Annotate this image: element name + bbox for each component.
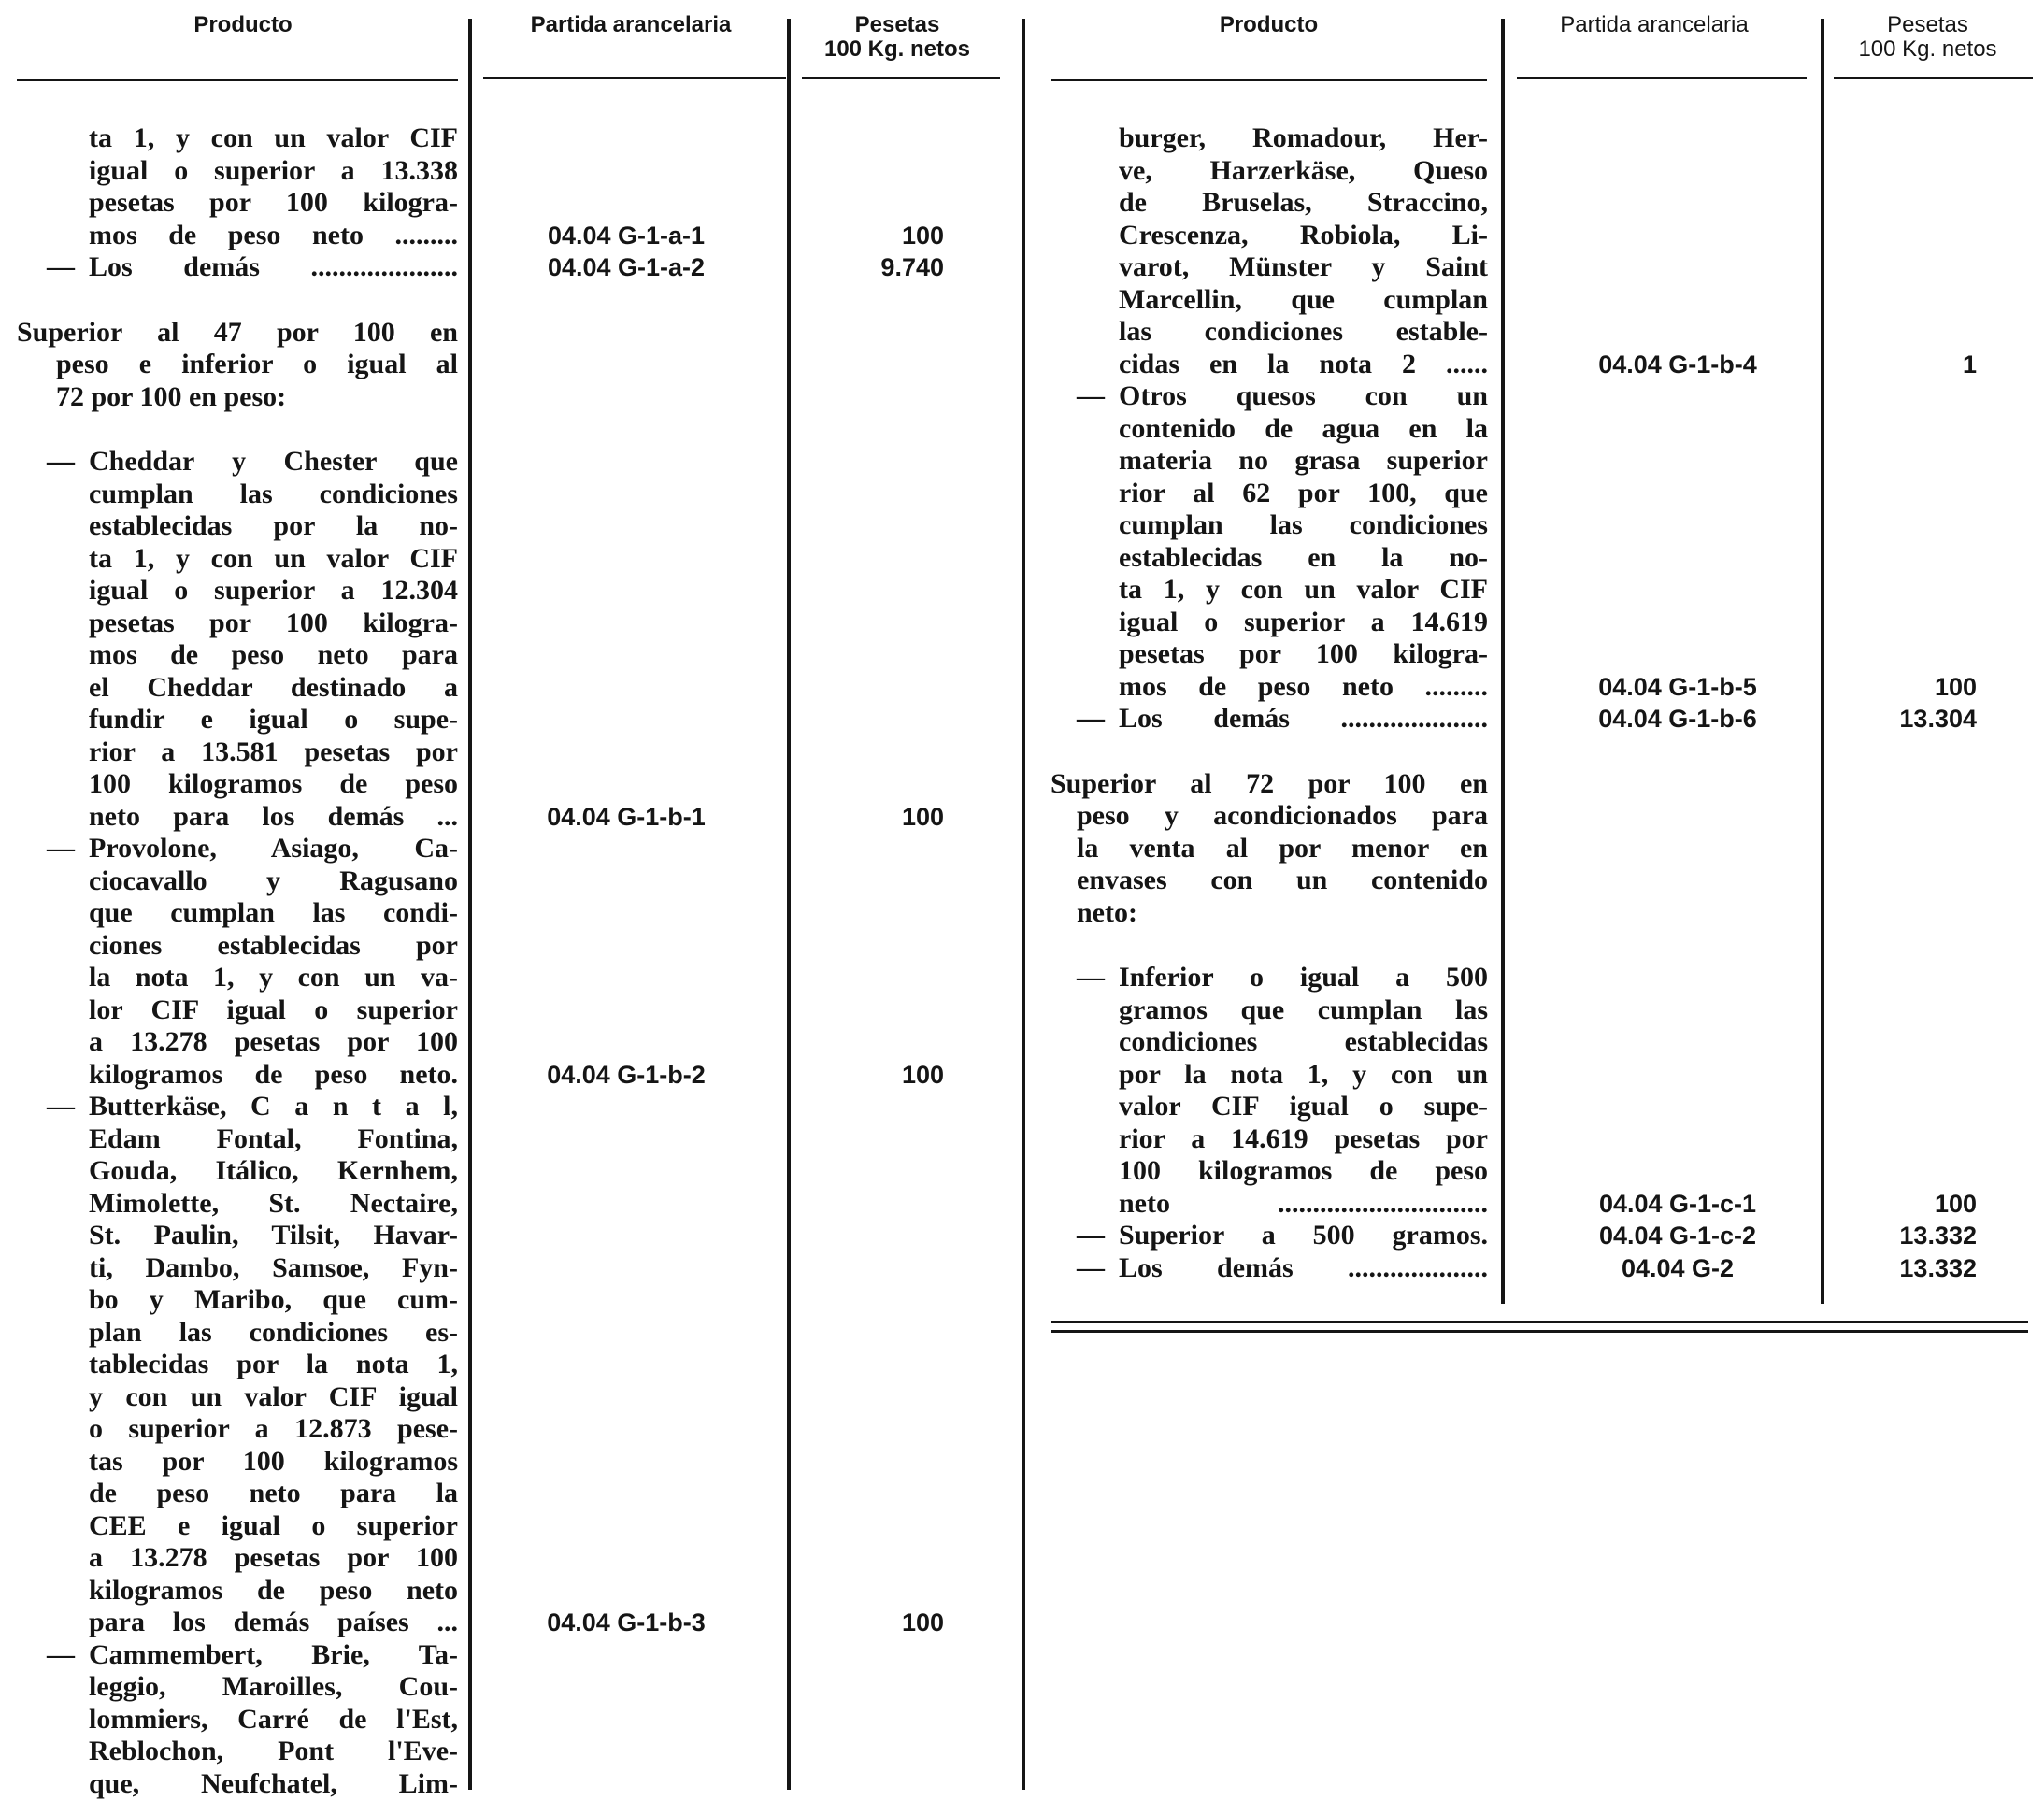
left-text-line: pesetas por 100 kilogra- <box>89 607 458 638</box>
right-list-dash: — <box>1077 380 1105 411</box>
right-text-line: neto .............................. <box>1119 1188 1488 1219</box>
left-text-line: tas por 100 kilogramos <box>89 1446 458 1477</box>
left-text-line: Cammembert, Brie, Ta- <box>89 1639 458 1670</box>
left-text-line: neto para los demás ... <box>89 801 458 832</box>
left-text-line: kilogramos de peso neto. <box>89 1059 458 1090</box>
left-text-line: a 13.278 pesetas por 100 <box>89 1026 458 1057</box>
left-text-line: 100 kilogramos de peso <box>89 768 458 799</box>
right-list-dash: — <box>1077 1252 1105 1283</box>
right-text-line: rior al 62 por 100, que <box>1119 478 1488 508</box>
right-pesetas-value: 100 <box>1934 673 1977 701</box>
right-text-line: cidas en la nota 2 ...... <box>1119 349 1488 379</box>
right-list-dash: — <box>1077 1220 1105 1251</box>
header-pesetas-left-line2: 100 Kg. netos <box>823 36 971 62</box>
right-text-line: pesetas por 100 kilogra- <box>1119 638 1488 669</box>
right-pesetas-value: 13.304 <box>1899 705 1977 733</box>
header-producto-left-text: Producto <box>193 12 293 37</box>
right-text-line: establecidas en la no- <box>1119 542 1488 573</box>
left-pesetas-value: 100 <box>901 1061 944 1089</box>
left-text-line: ti, Dambo, Samsoe, Fyn- <box>89 1252 458 1283</box>
left-tariff-code: 04.04 G-1-b-3 <box>547 1608 706 1637</box>
right-text-line: peso y acondicionados para <box>1077 800 1488 831</box>
left-text-line: que cumplan las condi- <box>89 897 458 928</box>
right-text-line: Inferior o igual a 500 <box>1119 962 1488 993</box>
left-text-line: ciocavallo y Ragusano <box>89 865 458 896</box>
right-text-line: la venta al por menor en <box>1077 833 1488 864</box>
left-text-line: Edam Fontal, Fontina, <box>89 1123 458 1154</box>
left-text-line: kilogramos de peso neto <box>89 1575 458 1606</box>
left-text-line: ta 1, y con un valor CIF <box>89 122 458 153</box>
right-text-line: de Bruselas, Straccino, <box>1119 187 1488 218</box>
right-text-line: Los demás ..................... <box>1119 703 1488 734</box>
left-text-line: cumplan las condiciones <box>89 479 458 509</box>
left-tariff-code: 04.04 G-1-b-1 <box>547 803 706 831</box>
right-tariff-code: 04.04 G-1-b-6 <box>1598 705 1757 733</box>
header-pesetas-right-line2: 100 Kg. netos <box>1858 36 1997 62</box>
header-pesetas-left-line1: Pesetas <box>854 12 940 37</box>
left-text-line: la nota 1, y con un va- <box>89 962 458 993</box>
left-tariff-code: 04.04 G-1-a-2 <box>547 253 706 281</box>
left-text-line: CEE e igual o superior <box>89 1510 458 1541</box>
left-text-line: igual o superior a 13.338 <box>89 155 458 186</box>
left-text-line: Gouda, Itálico, Kernhem, <box>89 1155 458 1186</box>
right-text-line: Los demás .................... <box>1119 1252 1488 1283</box>
right-text-line: las condiciones estable- <box>1119 316 1488 347</box>
left-text-line: lor CIF igual o superior <box>89 994 458 1025</box>
left-text-line: Butterkäse, C a n t a l, <box>89 1091 458 1122</box>
right-list-dash: — <box>1077 962 1105 993</box>
right-pesetas-value: 13.332 <box>1899 1222 1977 1250</box>
right-pesetas-value: 13.332 <box>1899 1254 1977 1282</box>
header-producto-right-text: Producto <box>1219 12 1319 37</box>
left-text-line: Superior al 47 por 100 en <box>17 317 458 348</box>
right-text-line: envases con un contenido <box>1077 865 1488 895</box>
right-tariff-code: 04.04 G-1-b-5 <box>1598 673 1757 701</box>
left-text-line: establecidas por la no- <box>89 510 458 541</box>
left-list-dash: — <box>47 1639 75 1670</box>
left-text-line: plan las condiciones es- <box>89 1317 458 1348</box>
right-text-line: Superior al 72 por 100 en <box>1051 768 1488 799</box>
left-text-line: Provolone, Asiago, Ca- <box>89 833 458 864</box>
right-pesetas-value: 1 <box>1962 350 1977 379</box>
left-text-line: rior a 13.581 pesetas por <box>89 736 458 767</box>
left-list-dash: — <box>47 446 75 477</box>
right-list-dash: — <box>1077 703 1105 734</box>
left-text-line: Cheddar y Chester que <box>89 446 458 477</box>
right-text-line: Otros quesos con un <box>1119 380 1488 411</box>
left-text-line: y con un valor CIF igual <box>89 1381 458 1412</box>
right-text-line: 100 kilogramos de peso <box>1119 1155 1488 1186</box>
right-text-line: por la nota 1, y con un <box>1119 1059 1488 1090</box>
left-list-dash: — <box>47 833 75 864</box>
left-text-line: de peso neto para la <box>89 1478 458 1508</box>
left-text-line: bo y Maribo, que cum- <box>89 1284 458 1315</box>
right-text-line: condiciones establecidas <box>1119 1026 1488 1057</box>
left-text-line: igual o superior a 12.304 <box>89 575 458 606</box>
right-text-line: rior a 14.619 pesetas por <box>1119 1123 1488 1154</box>
left-pesetas-value: 100 <box>901 222 944 250</box>
right-text-line: ta 1, y con un valor CIF <box>1119 574 1488 605</box>
right-tariff-code: 04.04 G-1-c-2 <box>1598 1222 1757 1250</box>
right-text-line: cumplan las condiciones <box>1119 509 1488 540</box>
right-text-line: materia no grasa superior <box>1119 445 1488 476</box>
right-text-line: valor CIF igual o supe- <box>1119 1091 1488 1122</box>
left-list-dash: — <box>47 1091 75 1122</box>
right-tariff-code: 04.04 G-2 <box>1621 1254 1735 1282</box>
right-text-line: Crescenza, Robiola, Li- <box>1119 220 1488 250</box>
left-text-line: que, Neufchatel, Lim- <box>89 1768 458 1799</box>
left-text-line: leggio, Maroilles, Cou- <box>89 1671 458 1702</box>
right-tariff-code: 04.04 G-1-b-4 <box>1598 350 1757 379</box>
right-text-line: burger, Romadour, Her- <box>1119 122 1488 153</box>
right-pesetas-value: 100 <box>1934 1190 1977 1218</box>
header-partida-left-text: Partida arancelaria <box>530 12 732 37</box>
right-text-line: igual o superior a 14.619 <box>1119 607 1488 637</box>
left-text-line: el Cheddar destinado a <box>89 672 458 703</box>
left-list-dash: — <box>47 251 75 282</box>
left-text-line: St. Paulin, Tilsit, Havar- <box>89 1220 458 1251</box>
left-text-line: para los demás países ... <box>89 1607 458 1637</box>
right-text-line: mos de peso neto ......... <box>1119 671 1488 702</box>
left-text-line: Los demás ..................... <box>89 251 458 282</box>
right-text-line: gramos que cumplan las <box>1119 994 1488 1025</box>
left-text-line: a 13.278 pesetas por 100 <box>89 1542 458 1573</box>
left-pesetas-value: 9.740 <box>880 253 944 281</box>
left-tariff-code: 04.04 G-1-b-2 <box>547 1061 706 1089</box>
left-pesetas-value: 100 <box>901 803 944 831</box>
left-text-line: tablecidas por la nota 1, <box>89 1349 458 1379</box>
left-text-line: mos de peso neto ......... <box>89 220 458 250</box>
left-text-line: lommiers, Carré de l'Est, <box>89 1704 458 1735</box>
left-text-line: pesetas por 100 kilogra- <box>89 187 458 218</box>
right-text-line: contenido de agua en la <box>1119 413 1488 444</box>
left-text-line: ta 1, y con un valor CIF <box>89 543 458 574</box>
right-tariff-code: 04.04 G-1-c-1 <box>1598 1190 1757 1218</box>
right-text-line: ve, Harzerkäse, Queso <box>1119 155 1488 186</box>
right-text-line: varot, Münster y Saint <box>1119 251 1488 282</box>
left-text-line: Reblochon, Pont l'Eve- <box>89 1736 458 1766</box>
left-text-line: Mimolette, St. Nectaire, <box>89 1188 458 1219</box>
left-text-line: ciones establecidas por <box>89 930 458 961</box>
left-pesetas-value: 100 <box>901 1608 944 1637</box>
left-tariff-code: 04.04 G-1-a-1 <box>547 222 706 250</box>
right-text-line: Superior a 500 gramos. <box>1119 1220 1488 1251</box>
right-text-line: neto: <box>1077 897 1137 928</box>
left-text-line: 72 por 100 en peso: <box>56 381 287 412</box>
left-text-line: peso e inferior o igual al <box>56 349 458 379</box>
right-text-line: Marcellin, que cumplan <box>1119 284 1488 315</box>
left-text-line: mos de peso neto para <box>89 639 458 670</box>
left-text-line: fundir e igual o supe- <box>89 704 458 735</box>
header-pesetas-right-line1: Pesetas <box>1887 12 1968 37</box>
header-partida-right-text: Partida arancelaria <box>1560 12 1749 37</box>
left-text-line: o superior a 12.873 pese- <box>89 1413 458 1444</box>
